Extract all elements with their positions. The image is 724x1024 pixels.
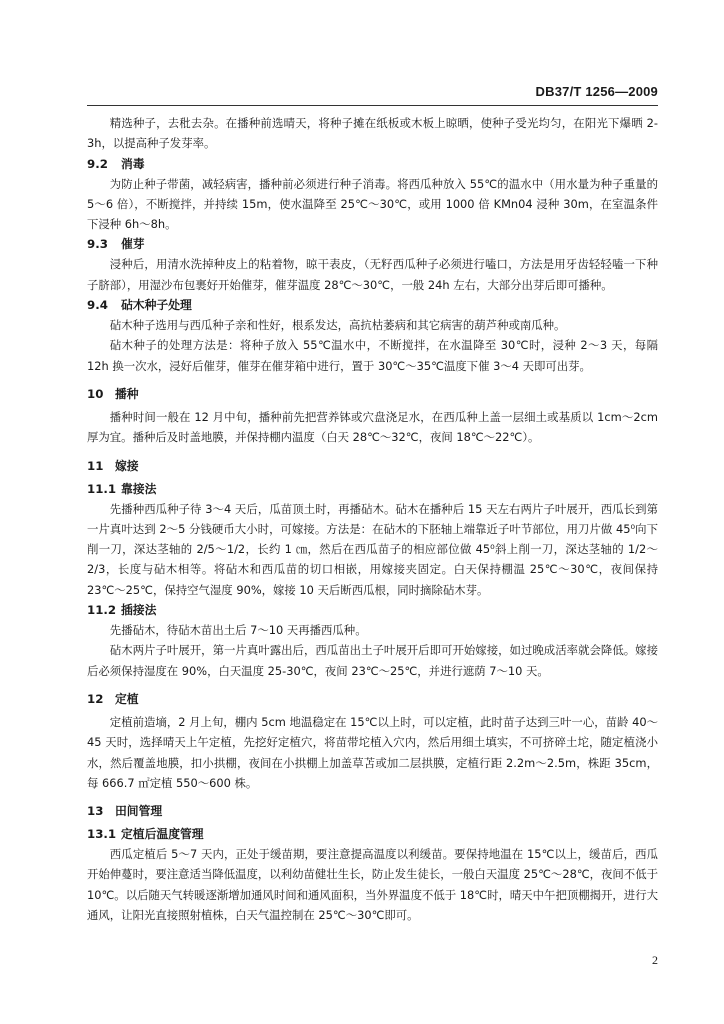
paragraph: 西瓜定植后 5～7 天内，正处于缓苗期，要注意提高温度以利缓苗。要保持地温在 15℃以上，缓苗后，西瓜开始伸蔓时，要注意适当降低温度，以利幼苗健壮生长，防止发生徒长，一般白天温度 25℃～28℃，夜间不低于 10℃。以后随天气转暖逐渐增加通风时间和通风面积，当外界温度不低于 18℃时，晴天中午把顶棚揭开，进行大通风，让阳光直接照射植株，白天气温控制在 25℃～30℃即可。 xyxy=(87,847,658,923)
section-number: 13 xyxy=(87,804,104,819)
section-title: 催芽 xyxy=(121,237,145,252)
section-number: 9.2 xyxy=(87,156,108,171)
section-heading xyxy=(87,456,658,476)
section-heading xyxy=(87,234,658,254)
section-heading xyxy=(87,479,658,499)
paragraph: 浸种后，用清水洗掉种皮上的粘着物，晾干表皮，（无籽西瓜种子必须进行嗑口，方法是用牙齿轻轻嗑一下种子脐部），用湿沙布包裹好开始催芽，催芽温度 28℃～30℃，一般 24h 左右，大部分出芽后即可播种。 xyxy=(87,257,658,292)
section-number: 13.1 xyxy=(87,827,117,842)
paragraph: 为防止种子带菌，减轻病害，播种前必须进行种子消毒。将西瓜种放入 55℃的温水中（用水量为种子重量的 5～6 倍），不断搅拌，并持续 15m，使水温降至 25℃～30℃，或用 1000 倍 KMn04 浸种 30m，在室温条件下浸种 6h～8h。 xyxy=(87,176,658,232)
paragraph: 精选种子，去秕去杂。在播种前选晴天，将种子摊在纸板或木板上晾晒，使种子受光均匀，在阳光下爆晒 2-3h，以提高种子发芽率。 xyxy=(87,116,658,151)
section-number: 11.2 xyxy=(87,603,117,618)
section-heading xyxy=(87,295,658,315)
document-body xyxy=(87,113,658,925)
page-number: 2 xyxy=(652,953,658,967)
paragraph: 先播种西瓜种子待 3～4 天后，瓜苗顶土时，再播砧木。砧木在播种后 15 天左右两片子叶展开，西瓜长到第一片真叶达到 2～5 分钱硬币大小时，可嫁接。方法是：在砧木的下胚轴上端靠近子叶节部位，用刀片做 45⁰向下削一刀，深达茎轴的 2/5～1/2，长约 1 ㎝，然后在西瓜苗子的相应部位做 45⁰斜上削一刀，深达茎轴的 1/2～2/3，长度与砧木相等。将砧木和西瓜苗的切口相嵌，用嫁接夹固定。白天保持棚温 25℃～30℃，夜间保持 23℃～25℃，保持空气湿度 90%，嫁接 10 天后断西瓜根，同时摘除砧木芽。 xyxy=(87,501,658,597)
section-title: 田间管理 xyxy=(115,804,163,819)
section-number: 11 xyxy=(87,458,104,473)
paragraph: 先播砧木，待砧木苗出土后 7～10 天再播西瓜种。 xyxy=(109,623,367,638)
section-heading xyxy=(87,824,658,844)
header-rule xyxy=(87,105,658,106)
section-title: 嫁接 xyxy=(115,458,139,473)
section-number: 11.1 xyxy=(87,481,117,496)
section-title: 插接法 xyxy=(121,603,157,618)
section-title: 靠接法 xyxy=(121,481,157,496)
paragraph: 播种时间一般在 12 月中旬，播种前先把营养钵或穴盘浇足水，在西瓜种上盖一层细土或基质以 1cm～2cm 厚为宜。播种后及时盖地膜，并保持棚内温度（白天 28℃～32℃，夜间 18℃～22℃）。 xyxy=(87,409,658,445)
paragraph: 砧木两片子叶展开，第一片真叶露出后，西瓜苗出土子叶展开后即可开始嫁接，如过晚成活率就会降低。嫁接后必须保持湿度在 90%，白天温度 25-30℃，夜间 23℃～25℃，并进行遮荫 7～10 天。 xyxy=(87,643,658,678)
paragraph: 砧木种子选用与西瓜种子亲和性好，根系发达，高抗枯萎病和其它病害的葫芦种或南瓜种。 xyxy=(109,318,566,333)
section-heading xyxy=(87,689,658,709)
section-title: 定植后温度管理 xyxy=(121,827,204,842)
paragraph: 定植前造墒，2 月上旬，棚内 5cm 地温稳定在 15℃以上时，可以定植，此时苗子达到三叶一心，苗龄 40～45 天时，选择晴天上午定植，先挖好定植穴，将苗带坨植入穴内，然后用细土填实，不可挤碎土坨，随定植浇小水，然后覆盖地膜，扣小拱棚，夜间在小拱棚上加盖草苫或加二层拱膜，定植行距 2.2m～2.5m，株距 35cm，每 666.7 ㎡定植 550～600 株。 xyxy=(87,714,658,790)
section-heading xyxy=(87,384,658,404)
section-title: 砧木种子处理 xyxy=(121,298,192,313)
section-number: 9.3 xyxy=(87,237,108,252)
document-code: DB37/T 1256—2009 xyxy=(535,84,658,99)
section-title: 播种 xyxy=(115,386,139,401)
section-heading xyxy=(87,801,658,821)
paragraph: 砧木种子的处理方法是：将种子放入 55℃温水中，不断搅拌，在水温降至 30℃时，浸种 2～3 天，每隔 12h 换一次水，浸好后催芽，催芽在催芽箱中进行，置于 30℃～35℃温度下催 3～4 天即可出芽。 xyxy=(87,338,658,373)
section-title: 消毒 xyxy=(121,156,145,171)
section-number: 10 xyxy=(87,386,104,401)
section-title: 定植 xyxy=(115,691,139,706)
section-number: 12 xyxy=(87,691,104,706)
section-heading xyxy=(87,154,658,174)
section-number: 9.4 xyxy=(87,298,108,313)
section-heading xyxy=(87,600,658,620)
